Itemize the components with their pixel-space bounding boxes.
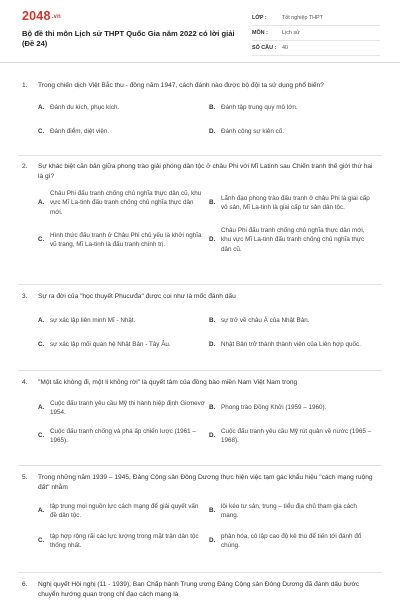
question-6 bbox=[0, 580, 400, 600]
divider bbox=[18, 465, 382, 466]
site-logo[interactable] bbox=[22, 9, 61, 23]
option-a[interactable] bbox=[38, 399, 205, 417]
option-letter: D. bbox=[209, 537, 216, 545]
meta-label: MÔN : bbox=[252, 30, 268, 36]
question-text: Trong những năm 1939 – 1945, Đảng Cộng sản Đông Dương thực hiện việc tạm gác khẩu hiệu "cách mạng ruộng đất" nhằm bbox=[38, 474, 373, 491]
option-text: Cuộc đấu tranh chống và phá ấp chiến lược (1961 – 1965). bbox=[50, 427, 196, 444]
option-letter: C. bbox=[38, 236, 45, 244]
option-letter: D. bbox=[209, 432, 216, 440]
question-text: Trong chiến dịch Việt Bắc thu - đông năm 1947, cách đánh nào được bộ đội ta sử dụng phổ biến? bbox=[38, 82, 324, 89]
meta-row-question-count bbox=[252, 41, 380, 56]
meta-row-class bbox=[252, 11, 380, 26]
option-letter: B. bbox=[209, 104, 216, 112]
logo-number: 2048 bbox=[22, 9, 51, 23]
option-letter: B. bbox=[209, 317, 216, 325]
option-text: Đánh du kích, phục kích. bbox=[50, 104, 120, 112]
divider bbox=[18, 370, 382, 371]
divider bbox=[18, 155, 382, 156]
option-d[interactable] bbox=[209, 532, 376, 550]
question-number: 3. bbox=[22, 293, 28, 300]
meta-value: Tốt nghiệp THPT bbox=[282, 15, 323, 21]
question-text: Nghị quyết Hội nghị (11 - 1939), Ban Chấp hành Trung ương Đảng Cộng sản Đông Dương đã đánh dấu bước chuyển hướng quan trọng chỉ đạo cách mạng là bbox=[38, 581, 360, 598]
divider bbox=[18, 572, 382, 573]
divider bbox=[18, 284, 382, 285]
question-3 bbox=[0, 292, 400, 356]
option-b[interactable] bbox=[209, 103, 376, 112]
meta-row-subject bbox=[252, 26, 380, 41]
option-letter: D. bbox=[209, 236, 216, 244]
option-text: Cuộc đấu tranh yêu cầu Mỹ rút quân về nước (1965 – 1968). bbox=[221, 427, 372, 444]
option-letter: A. bbox=[38, 104, 45, 112]
question-text: Sự khác biệt căn bản giữa phong trào giải phóng dân tộc ở châu Phi với Mĩ Latinh sau Chiến tranh thế giới thứ hai là gì? bbox=[38, 163, 373, 180]
option-text: Châu Phi đấu tranh chống chủ nghĩa thực dân mới, khu vực Mĩ La-tinh đấu tranh chống chủ nghĩa thực dân cũ. bbox=[221, 227, 365, 253]
option-c[interactable] bbox=[38, 231, 205, 249]
option-text: Đánh tập trung quy mô lớn. bbox=[221, 104, 298, 112]
option-text: Cuộc đấu tranh yêu cầu Mỹ thi hành hiệp định Giơnevơ 1954. bbox=[50, 399, 205, 416]
document-title: Bộ đề thi môn Lịch sử THPT Quốc Gia năm 2022 có lời giải (Đề 24) bbox=[22, 29, 235, 48]
option-letter: A. bbox=[38, 507, 45, 515]
question-4 bbox=[0, 378, 400, 447]
option-a[interactable] bbox=[38, 103, 205, 112]
meta-table bbox=[252, 11, 380, 56]
option-d[interactable] bbox=[209, 127, 376, 136]
option-text: tập hợp rộng rãi các lực lượng trong mặt trận dân tộc thống nhất. bbox=[50, 532, 199, 549]
option-b[interactable] bbox=[209, 316, 376, 325]
option-text: lôi kéo tư sản, trung – tiểu địa chủ tham gia cách mạng. bbox=[221, 502, 357, 519]
question-number: 2. bbox=[22, 163, 28, 170]
option-text: phân hóa, cô lập cao độ kẻ thù để tiến tới đánh đổ chúng. bbox=[221, 532, 362, 549]
question-number: 4. bbox=[22, 379, 28, 386]
option-text: Nhật Bản trở thành thành viên của Liên hợp quốc. bbox=[221, 341, 361, 349]
option-a[interactable] bbox=[38, 502, 205, 520]
question-number: 1. bbox=[22, 82, 28, 89]
option-text: sự trở về châu Á của Nhật Bản. bbox=[221, 317, 310, 325]
meta-label: SỐ CÂU : bbox=[252, 45, 277, 51]
option-d[interactable] bbox=[209, 226, 376, 254]
option-text: Hình thức đấu tranh ở Châu Phi chủ yếu là khởi nghĩa vũ trang, Mĩ La-tinh là đấu tranh chính trị. bbox=[50, 231, 202, 248]
option-text: sự xác lập liên minh Mĩ - Nhật. bbox=[50, 317, 136, 325]
question-text: Sự ra đời của "học thuyết Phucưđa" được coi như là mốc đánh dấu bbox=[38, 293, 236, 300]
document-header bbox=[0, 0, 400, 63]
option-text: Phong trào Đồng Khởi (1959 – 1960). bbox=[221, 404, 327, 412]
logo-suffix: .vn bbox=[51, 13, 61, 20]
question-1 bbox=[0, 81, 400, 142]
option-c[interactable] bbox=[38, 427, 205, 445]
question-2 bbox=[0, 162, 400, 255]
meta-value: 40 bbox=[282, 45, 288, 51]
option-b[interactable] bbox=[209, 194, 376, 212]
option-b[interactable] bbox=[209, 502, 376, 520]
option-a[interactable] bbox=[38, 189, 205, 217]
option-d[interactable] bbox=[209, 427, 376, 445]
question-number: 5. bbox=[22, 474, 28, 481]
option-c[interactable] bbox=[38, 127, 205, 136]
meta-value: Lịch sử bbox=[282, 30, 300, 36]
option-text: Lãnh đạo phong trào đấu tranh ở châu Phi là giai cấp vô sản, Mĩ La-tinh là giai cấp tư sản dân tộc. bbox=[221, 194, 370, 211]
option-text: Châu Phi đấu tranh chống chủ nghĩa thực dân cũ, khu vực Mĩ La-tinh đấu tranh chống chủ nghĩa thực dân mới. bbox=[50, 190, 202, 216]
option-c[interactable] bbox=[38, 532, 205, 550]
option-letter: A. bbox=[38, 317, 45, 325]
option-letter: C. bbox=[38, 128, 45, 136]
option-text: Đánh công sự kiên cố. bbox=[221, 128, 285, 136]
option-letter: B. bbox=[209, 404, 216, 412]
option-letter: A. bbox=[38, 404, 45, 412]
option-letter: C. bbox=[38, 341, 45, 349]
option-letter: C. bbox=[38, 537, 45, 545]
question-number: 6. bbox=[22, 581, 28, 588]
option-a[interactable] bbox=[38, 316, 205, 325]
meta-label: LỚP : bbox=[252, 15, 267, 21]
option-c[interactable] bbox=[38, 340, 205, 349]
option-letter: D. bbox=[209, 128, 216, 136]
option-letter: A. bbox=[38, 199, 45, 207]
option-text: Đánh điểm, diệt viện. bbox=[50, 128, 110, 136]
option-letter: B. bbox=[209, 199, 216, 207]
option-letter: D. bbox=[209, 341, 216, 349]
option-text: sự xác lập mối quan hệ Nhật Bản - Tây Âu. bbox=[50, 341, 171, 349]
option-b[interactable] bbox=[209, 403, 376, 412]
option-text: tập trung mọi nguồn lực cách mạng để giải quyết vấn đề dân tộc. bbox=[50, 502, 199, 519]
question-5 bbox=[0, 473, 400, 552]
option-letter: C. bbox=[38, 432, 45, 440]
option-letter: B. bbox=[209, 507, 216, 515]
question-text: "Một tấc không đi, một li không rời" là quyết tâm của đồng bào miền Nam Việt Nam trong bbox=[38, 379, 298, 386]
option-d[interactable] bbox=[209, 340, 376, 349]
